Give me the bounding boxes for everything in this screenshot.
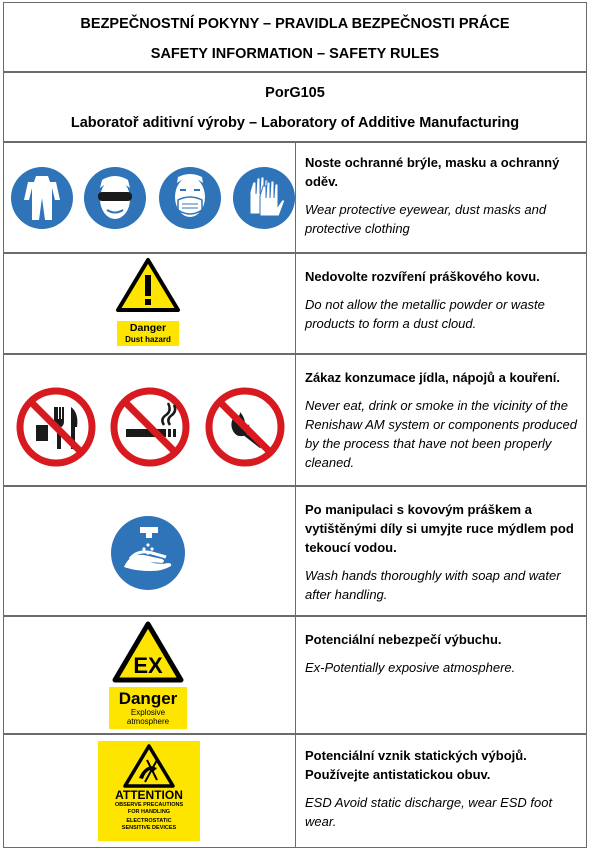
rule-pictogram-cell <box>4 355 296 485</box>
rule-text <box>305 368 580 472</box>
no-smoking-icon <box>110 387 190 467</box>
dust-hazard-label-title: Danger <box>129 322 167 334</box>
rule-row-explosive <box>3 616 587 734</box>
lab-name: Laboratoř aditivní výroby – Laboratory of Additive Manufacturing <box>70 115 520 131</box>
rule-pictogram-cell <box>4 735 296 847</box>
esd-sign-sub4: SENSITIVE DEVICES <box>121 825 177 831</box>
esd-sign-sub2: FOR HANDLING <box>127 809 171 815</box>
protective-clothing-icon <box>10 166 74 230</box>
lab-title-block <box>3 72 587 142</box>
dust-mask-icon <box>158 166 222 230</box>
rule-text-czech: Nedovolte rozvíření práškového kovu. <box>305 269 540 284</box>
rule-text-english: Never eat, drink or smoke in the vicinity of the Renishaw AM system or components produced by the process that have not been properly cleaned. <box>305 398 577 470</box>
esd-warning-icon <box>123 744 175 788</box>
rule-row-dust <box>3 253 587 354</box>
explosive-atmosphere-icon <box>112 621 184 683</box>
document-title-block <box>3 2 587 72</box>
rule-text-english: ESD Avoid static discharge, wear ESD foot wear. <box>305 795 553 829</box>
rule-text-english: Wash hands thoroughly with soap and water after handling. <box>305 568 561 602</box>
rule-text-english: Wear protective eyewear, dust masks and protective clothing <box>305 202 547 236</box>
eye-protection-icon <box>83 166 147 230</box>
rule-pictogram-cell <box>4 143 296 252</box>
esd-sign-sub1: OBSERVE PRECAUTIONS <box>114 802 184 808</box>
dust-hazard-label <box>117 321 179 346</box>
no-eating-drinking-icon <box>16 387 96 467</box>
esd-sign-title: ATTENTION <box>115 788 183 802</box>
rule-text-czech: Potenciální nebezpečí výbuchu. <box>305 632 502 647</box>
explosive-label-sub2: atmosphere <box>126 717 170 726</box>
wash-hands-icon <box>110 515 186 591</box>
rule-pictogram-cell <box>4 254 296 353</box>
rule-text <box>305 630 580 677</box>
explosive-label <box>109 687 187 729</box>
rule-text-english: Ex-Potentially exposive atmosphere. <box>305 660 516 675</box>
dust-hazard-label-sub: Dust hazard <box>125 335 171 344</box>
ex-sign-text: EX <box>133 653 163 678</box>
title-english: SAFETY INFORMATION – SAFETY RULES <box>150 46 440 62</box>
rule-text-czech: Zákaz konzumace jídla, nápojů a kouření. <box>305 370 561 385</box>
title-czech: BEZPEČNOSTNÍ POKYNY – PRAVIDLA BEZPEČNOSTI PRÁCE <box>80 16 510 32</box>
esd-warning-sign <box>98 741 200 841</box>
rule-text-english: Do not allow the metallic powder or waste products to form a dust cloud. <box>305 297 545 331</box>
rule-text <box>305 267 580 333</box>
rule-text-czech: Po manipulaci s kovovým práškem a vytištěnými díly si umyjte ruce mýdlem pod tekoucí vodou. <box>305 502 574 555</box>
rule-pictogram-cell <box>4 487 296 615</box>
explosive-label-sub1: Explosive <box>130 708 166 717</box>
rule-text <box>305 500 580 604</box>
esd-sign-sub3: ELECTROSTATIC <box>126 818 172 824</box>
rule-row-no-eating <box>3 354 587 486</box>
rule-row-wash-hands <box>3 486 587 616</box>
rule-text-czech: Noste ochranné brýle, masku a ochranný oděv. <box>305 155 560 189</box>
rule-text <box>305 153 580 238</box>
rule-row-ppe <box>3 142 587 253</box>
no-open-flame-icon <box>205 387 285 467</box>
rule-pictogram-cell <box>4 617 296 733</box>
rule-text <box>305 746 580 831</box>
protective-gloves-icon <box>232 166 296 230</box>
rule-text-czech: Potenciální vznik statických výbojů. Používejte antistatickou obuv. <box>305 748 527 782</box>
general-warning-icon <box>116 258 180 312</box>
explosive-label-title: Danger <box>118 689 178 708</box>
rule-row-esd <box>3 734 587 848</box>
lab-code: PorG105 <box>265 85 325 101</box>
